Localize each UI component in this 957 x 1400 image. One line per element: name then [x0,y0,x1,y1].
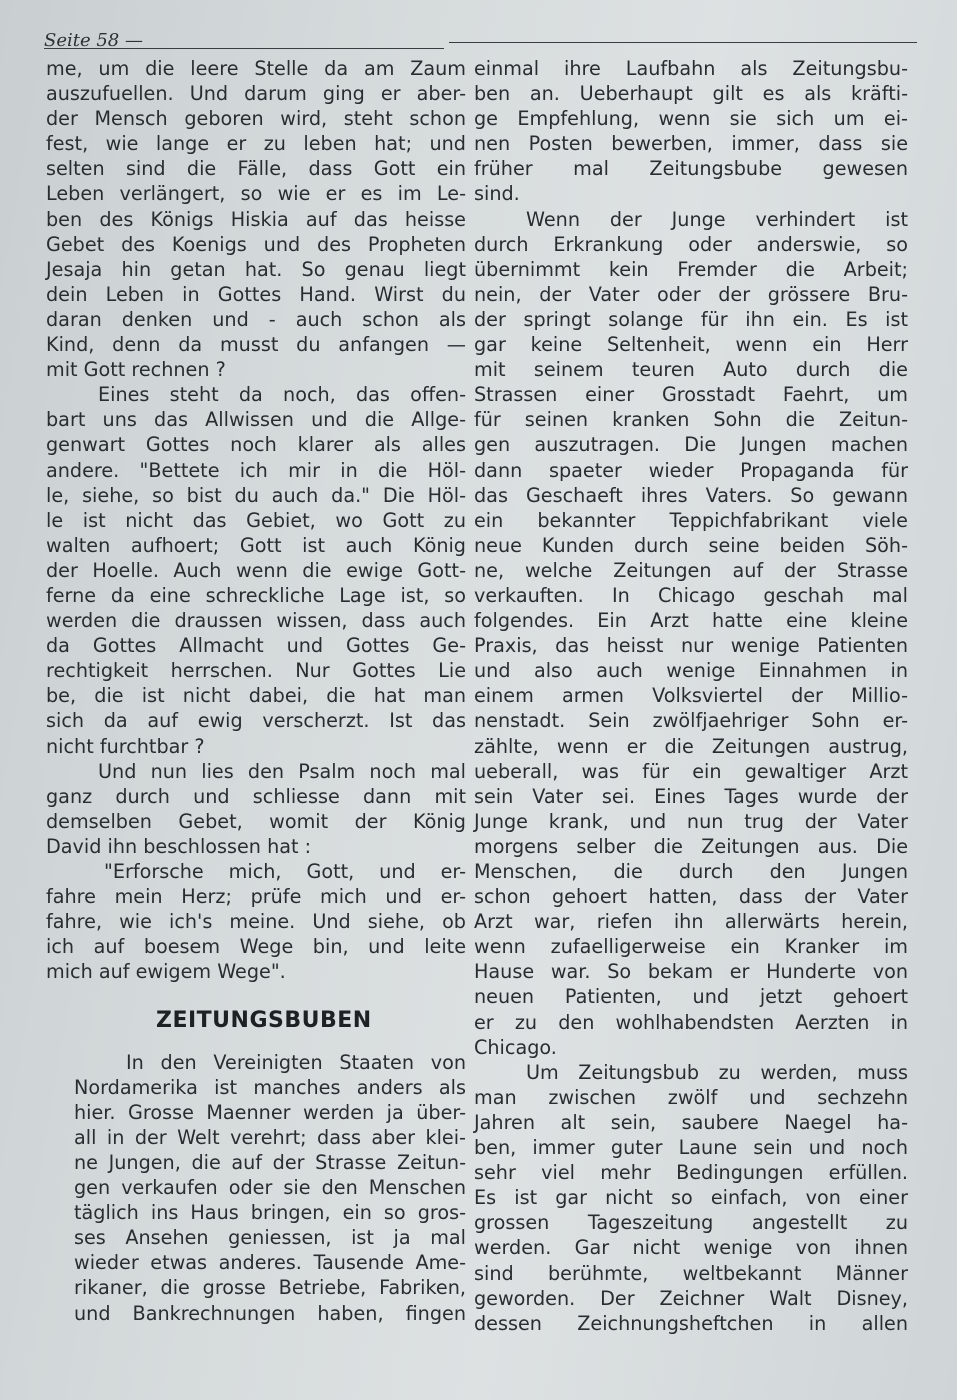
paragraph [474,56,908,207]
text-line: der Mensch geboren wird, steht schon [46,107,466,131]
text-line: neuen Patienten, und jetzt gehoert [474,985,908,1009]
text-line: Wenn der Junge verhindert ist [526,207,908,231]
text-line: Um Zeitungsbub zu werden, muss [526,1060,908,1084]
text-line: geworden. Der Zeichner Walt Disney, [474,1286,908,1310]
text-line: gen auszutragen. Die Jungen machen [474,433,908,457]
text-line: Nordamerika ist manches anders als [74,1075,466,1099]
text-line: mit Gott rechnen ? [46,358,226,382]
text-line: Eines steht da noch, das offen- [98,383,466,407]
text-line: man zwischen zwölf und sechzehn [474,1085,908,1109]
text-line: Arzt war, riefen ihn allerwärts herein, [474,910,908,934]
page-number: Seite 58 — [44,30,143,51]
text-line: und also auch wenige Einnahmen in [474,659,908,683]
psalm-quote [46,859,466,984]
text-line: der springt solange für ihn ein. Es ist [474,307,908,331]
text-line: Es ist gar nicht so einfach, von einer [474,1186,908,1210]
text-line: ferne da eine schreckliche Lage ist, so [46,583,466,607]
text-line: das Geschaeft ihres Vaters. So gewann [474,483,908,507]
text-line: Jesaja hin getan hat. So genau liegt [46,257,466,281]
text-line: Hause war. So bekam er Hunderte von [474,960,908,984]
text-line: sein Vater sei. Eines Tages wurde der [474,784,908,808]
paragraph [46,759,466,859]
text-line: ben, immer guter Laune sein und noch [474,1136,908,1160]
text-line: der Hoelle. Auch wenn die ewige Gott- [46,558,466,582]
text-line: Menschen, die durch den Jungen [474,860,908,883]
text-line: Leben verlängert, so wie er es im Le- [46,182,466,206]
text-line: daran denken und - auch schon als [46,307,466,331]
text-line: werden. Gar nicht wenige von ihnen [474,1236,908,1260]
text-line: dein Leben in Gottes Hand. Wirst du [46,282,466,306]
text-line: fahre mein Herz; prüfe mich und er- [46,885,466,909]
text-line: selten sind die Fälle, dass Gott ein [46,157,466,181]
text-line: sind. [474,182,520,206]
text-line: ben an. Ueberhaupt gilt es als kräfti- [474,82,908,106]
text-line: In den Vereinigten Staaten von [126,1050,466,1074]
text-line: ich auf boesem Wege bin, und leite [46,935,466,959]
text-line: wieder etwas anderes. Tausende Ame- [74,1251,466,1275]
text-line: mich auf ewigem Wege". [46,960,286,984]
text-line: hier. Grosse Maenner werden ja über- [74,1100,466,1124]
text-line: Gebet des Koenigs und des Propheten [46,232,466,256]
text-line: gen verkaufen oder sie den Menschen [74,1176,466,1200]
text-line: täglich ins Haus bringen, ein so gros- [74,1201,466,1225]
text-line: Chicago. [474,1035,557,1059]
text-line: für seinen kranken Sohn die Zeitun- [474,408,908,432]
left-column [46,56,466,1326]
text-line: andere. "Bettete ich mir in die Höl- [46,458,466,482]
text-line: sich da auf ewig verscherzt. Ist das [46,709,466,733]
text-line: le ist nicht das Gebiet, wo Gott zu [46,508,466,532]
text-line: gar keine Seltenheit, wenn ein Herr [474,333,908,357]
text-line: und Bankrechnungen haben, fingen [74,1301,466,1325]
text-line: me, um die leere Stelle da am Zaum [46,57,466,80]
text-line: rikaner, die grosse Betriebe, Fabriken, [74,1276,466,1300]
text-line: le, siehe, so bist du auch da." Die Höl- [46,483,466,507]
text-line: ses Ansehen geniessen, ist ja mal [74,1226,466,1250]
text-line: Junge krank, und nun trug der Vater [474,809,908,833]
text-line: ge Empfehlung, wenn sie sich um ei- [474,107,908,131]
text-line: David ihn beschlossen hat : [46,834,312,858]
text-line: "Erforsche mich, Gott, und er- [104,860,466,883]
text-line: ganz durch und schliesse dann mit [46,784,466,808]
text-line: bart uns das Allwissen und die Allge- [46,408,466,432]
text-line: all in der Welt verehrt; dass aber klei- [74,1125,466,1149]
paragraph [46,56,466,382]
paragraph [474,1060,908,1336]
text-line: mit seinem teuren Auto durch die [474,358,908,382]
text-line: ne Jungen, die auf der Strasse Zeitun- [74,1150,466,1174]
text-line: werden die draussen wissen, dass auch [46,609,466,633]
text-line: dann spaeter wieder Propaganda für [474,458,908,482]
text-line: genwart Gottes noch klarer als alles [46,433,466,457]
text-line: er zu den wohlhabendsten Aerzten in [474,1010,908,1034]
text-line: früher mal Zeitungsbube gewesen [474,157,908,181]
paragraph [474,207,908,1060]
text-line: nenstadt. Sein zwölfjaehriger Sohn er- [474,709,908,733]
text-line: Strassen einer Grosstadt Faehrt, um [474,383,908,407]
header-rule-left [44,48,444,49]
text-line: nen Posten bewerben, immer, dass sie [474,132,908,156]
text-line: walten aufhoert; Gott ist auch König [46,533,466,557]
text-line: nicht furchtbar ? [46,734,205,758]
text-line: Jahren alt sein, saubere Naegel ha- [474,1110,908,1134]
section-heading: ZEITUNGSBUBEN [156,1008,372,1034]
paragraph [46,382,466,758]
text-line: durch Erkrankung oder anderswie, so [474,232,908,256]
text-line: zählte, wenn er die Zeitungen austrug, [474,734,908,758]
text-line: einem armen Volksviertel der Millio- [474,684,908,708]
paragraph [74,1050,466,1326]
text-line: rechtigkeit herrschen. Nur Gottes Lie [46,659,466,683]
text-line: nein, der Vater oder der grössere Bru- [474,282,908,306]
text-line: folgendes. Ein Arzt hatte eine kleine [474,609,908,633]
right-column [474,56,908,1336]
page-header [44,28,917,54]
header-rule-right [449,42,917,43]
text-line: ueberall, was für ein gewaltiger Arzt [474,759,908,783]
text-line: übernimmt kein Fremder die Arbeit; [474,257,908,281]
text-line: grossen Tageszeitung angestellt zu [474,1211,908,1235]
text-line: Kind, denn da musst du anfangen — [46,333,466,357]
text-line: fest, wie lange er zu leben hat; und [46,132,466,156]
text-line: ben des Königs Hiskia auf das heisse [46,207,466,231]
text-line: dessen Zeichnungsheftchen in allen [474,1311,908,1335]
text-line: Und nun lies den Psalm noch mal [98,759,466,783]
text-line: schon gehoert hatten, dass der Vater [474,885,908,909]
text-line: fahre, wie ich's meine. Und siehe, ob [46,910,466,934]
text-line: da Gottes Allmacht und Gottes Ge- [46,634,466,658]
text-line: ein bekannter Teppichfabrikant viele [474,508,908,532]
text-line: sehr viel mehr Bedingungen erfüllen. [474,1161,908,1185]
text-line: neue Kunden durch seine beiden Söh- [474,533,908,557]
text-line: morgens selber die Zeitungen aus. Die [474,834,908,858]
text-line: einmal ihre Laufbahn als Zeitungsbu- [474,57,908,80]
text-line: demselben Gebet, womit der König [46,809,466,833]
text-line: ne, welche Zeitungen auf der Strasse [474,558,908,582]
text-line: verkauften. In Chicago geschah mal [474,583,908,607]
text-line: auszufuellen. Und darum ging er aber- [46,82,466,106]
text-line: wenn zufaelligerweise ein Kranker im [474,935,908,959]
text-line: be, die ist nicht dabei, die hat man [46,684,466,708]
text-line: Praxis, das heisst nur wenige Patienten [474,634,908,658]
text-line: sind berühmte, weltbekannt Männer [474,1261,908,1285]
